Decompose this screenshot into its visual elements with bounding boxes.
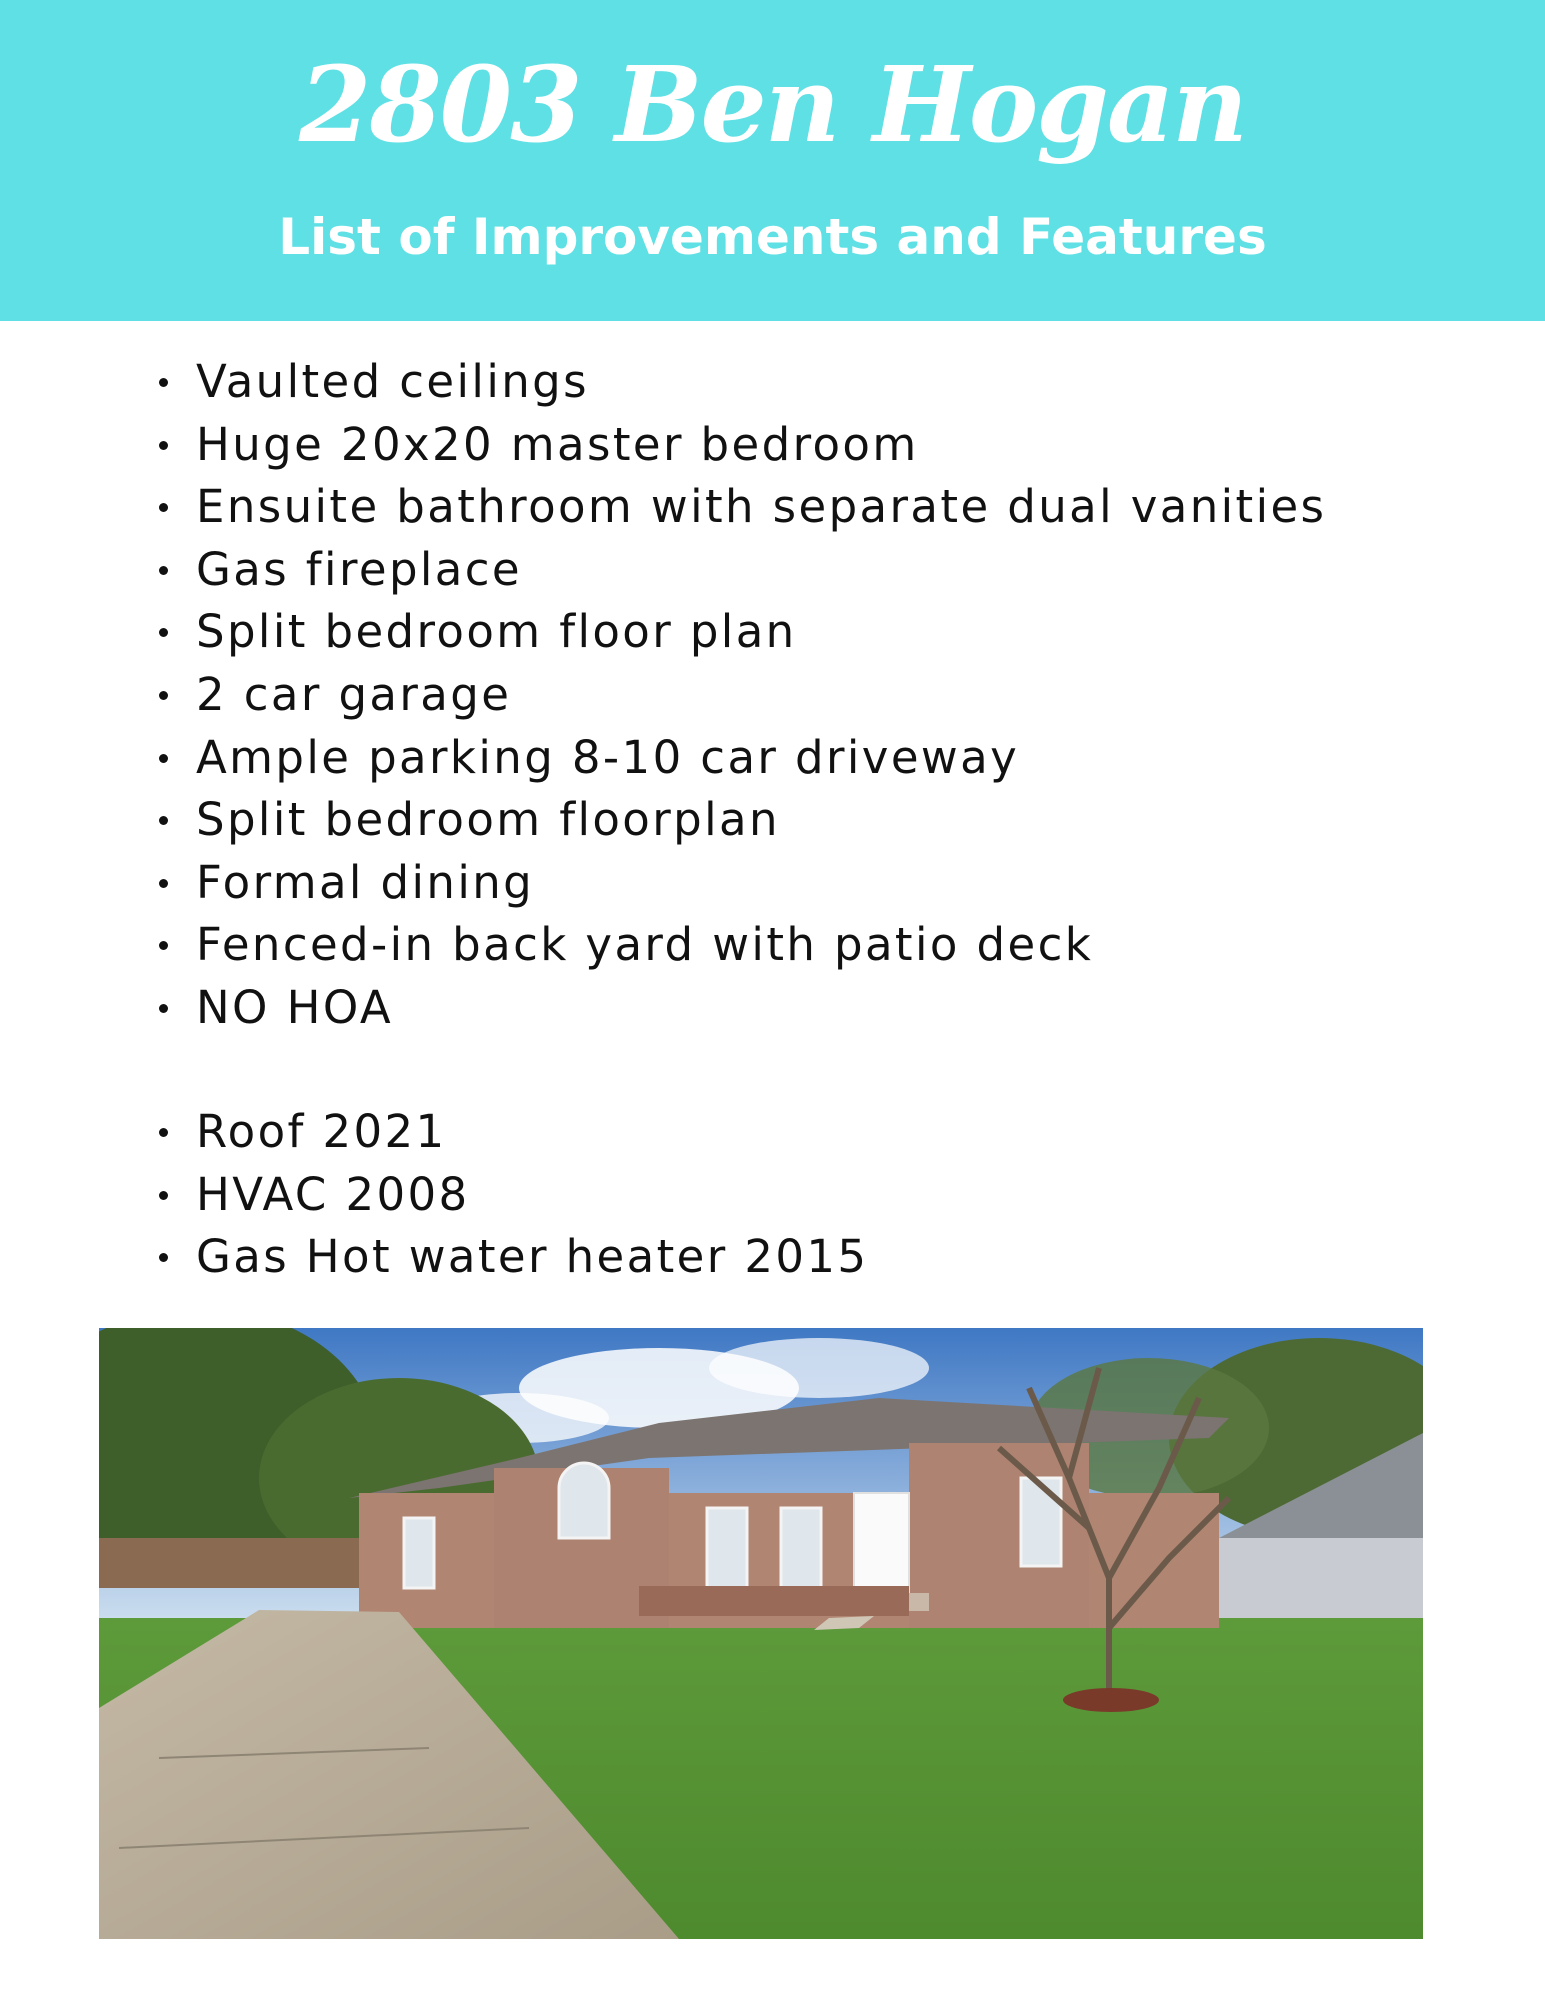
list-item: Gas fireplace [0, 539, 1326, 602]
list-item: Formal dining [0, 852, 1326, 915]
window [781, 1508, 821, 1590]
list-item: Ample parking 8-10 car driveway [0, 727, 1326, 790]
page-subtitle: List of Improvements and Features [278, 208, 1267, 266]
list-item: Vaulted ceilings [0, 351, 1326, 414]
list-item: Fenced-in back yard with patio deck [0, 914, 1326, 977]
list-item: Huge 20x20 master bedroom [0, 414, 1326, 477]
front-door [854, 1493, 909, 1593]
list-item: Split bedroom floor plan [0, 601, 1326, 664]
updates-list [0, 1101, 868, 1289]
features-list [0, 351, 1326, 1040]
header-banner [0, 0, 1545, 321]
list-item: HVAC 2008 [0, 1164, 868, 1227]
house-photo [99, 1328, 1423, 1939]
page-title: 2803 Ben Hogan [299, 43, 1246, 166]
window [707, 1508, 747, 1590]
list-item: Roof 2021 [0, 1101, 868, 1164]
list-item: 2 car garage [0, 664, 1326, 727]
list-item: Gas Hot water heater 2015 [0, 1226, 868, 1289]
window [404, 1518, 434, 1588]
list-item: NO HOA [0, 977, 1326, 1040]
window [1021, 1478, 1061, 1566]
list-item: Ensuite bathroom with separate dual vanities [0, 476, 1326, 539]
arched-window [559, 1463, 609, 1538]
list-item: Split bedroom floorplan [0, 789, 1326, 852]
fence [99, 1538, 369, 1588]
